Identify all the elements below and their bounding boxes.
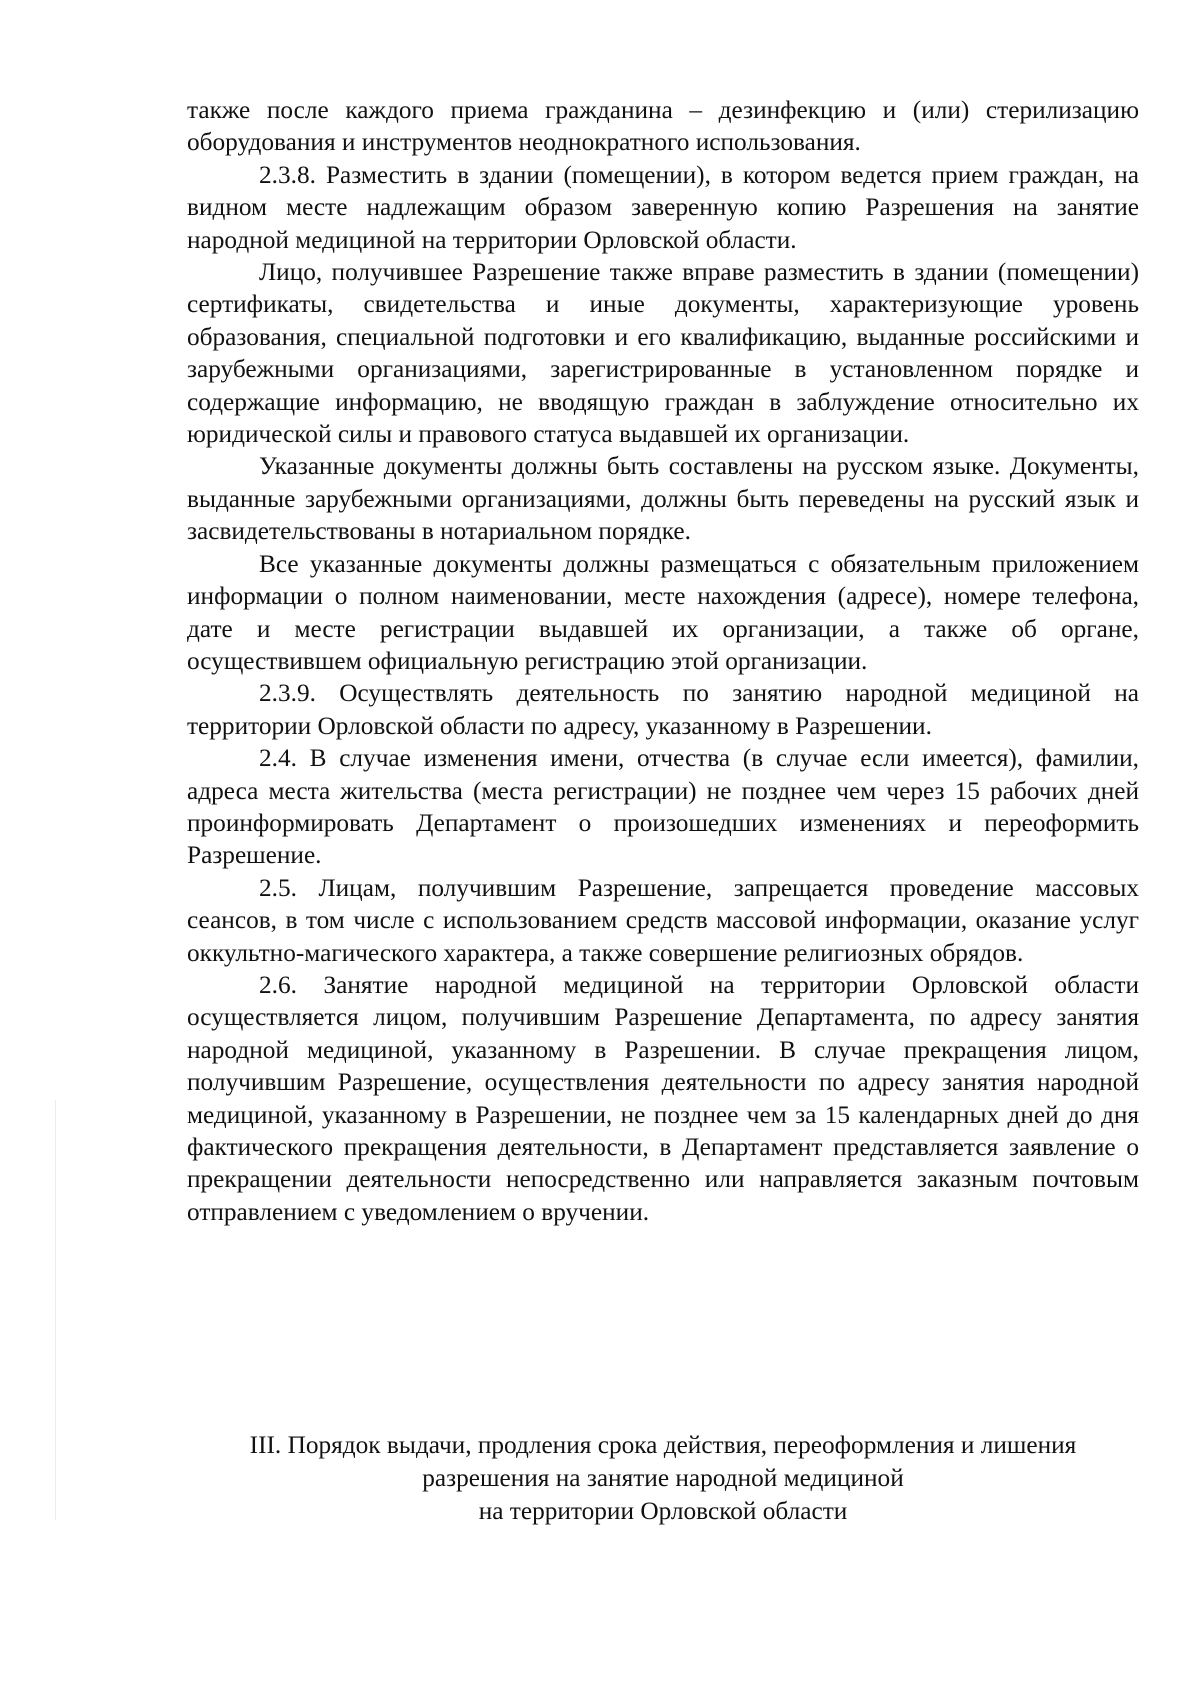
- paragraph-certificates: Лицо, получившее Разрешение также вправе разместить в здании (помещении) сертификаты, свидетельства и иные документы, характеризующие уровень образования, специальной подготовки и его квалификацию, выданные российскими и зарубежными организациями, зарегистрированные в установленном порядке и содержащие информацию, не вводящую граждан в заблуждение относительно их юридической силы и правового статуса выдавшей их организации.: [187, 258, 1139, 449]
- section-heading-line-1: III. Порядок выдачи, продления срока действия, переоформления и лишения: [249, 1431, 1077, 1459]
- paragraph-2-5: 2.5. Лицам, получившим Разрешение, запрещается проведение массовых сеансов, в том числе с использованием средств массовой информации, оказание услуг оккультно-магического характера, а также совершение религиозных обрядов.: [187, 873, 1139, 967]
- paragraph-2-3-8: 2.3.8. Разместить в здании (помещении), в котором ведется прием граждан, на видном месте надлежащим образом заверенную копию Разрешения на занятие народной медициной на территории Орловской области.: [187, 160, 1139, 254]
- section-heading-line-2: разрешения на занятие народной медициной: [422, 1464, 904, 1492]
- paragraph-2-4: 2.4. В случае изменения имени, отчества (в случае если имеется), фамилии, адреса места жительства (места регистрации) не позднее чем через 15 рабочих дней проинформировать Департамент о произошедших изменениях и переоформить Разрешение.: [187, 744, 1139, 870]
- paragraph-placement: Все указанные документы должны размещаться с обязательным приложением информации о полном наименовании, месте нахождения (адресе), номере телефона, дате и месте регистрации выдавшей их организации, а также об органе, осуществившем официальную регистрацию этой организации.: [187, 549, 1139, 675]
- scan-artifact-line: [55, 1100, 56, 1520]
- paragraph-language: Указанные документы должны быть составлены на русском языке. Документы, выданные зарубежными организациями, должны быть переведены на русский язык и засвидетельствованы в нотариальном порядке.: [187, 452, 1139, 546]
- section-heading: [187, 1429, 1139, 1528]
- paragraph-continuation: также после каждого приема гражданина – дезинфекцию и (или) стерилизацию оборудования и инструментов неоднократного использования.: [187, 96, 1139, 157]
- document-body: [187, 94, 1139, 1228]
- paragraph-2-6: 2.6. Занятие народной медициной на территории Орловской области осуществляется лицом, получившим Разрешение Департамента, по адресу занятия народной медициной, указанному в Разрешении. В случае прекращения лицом, получившим Разрешение, осуществления деятельности по адресу занятия народной медициной, указанному в Разрешении, не позднее чем за 15 календарных дней до дня фактического прекращения деятельности, в Департамент представляется заявление о прекращении деятельности непосредственно или направляется заказным почтовым отправлением с уведомлением о вручении.: [187, 970, 1139, 1226]
- paragraph-2-3-9: 2.3.9. Осуществлять деятельность по занятию народной медициной на территории Орловской области по адресу, указанному в Разрешении.: [187, 679, 1139, 740]
- section-heading-line-3: на территории Орловской области: [478, 1497, 848, 1525]
